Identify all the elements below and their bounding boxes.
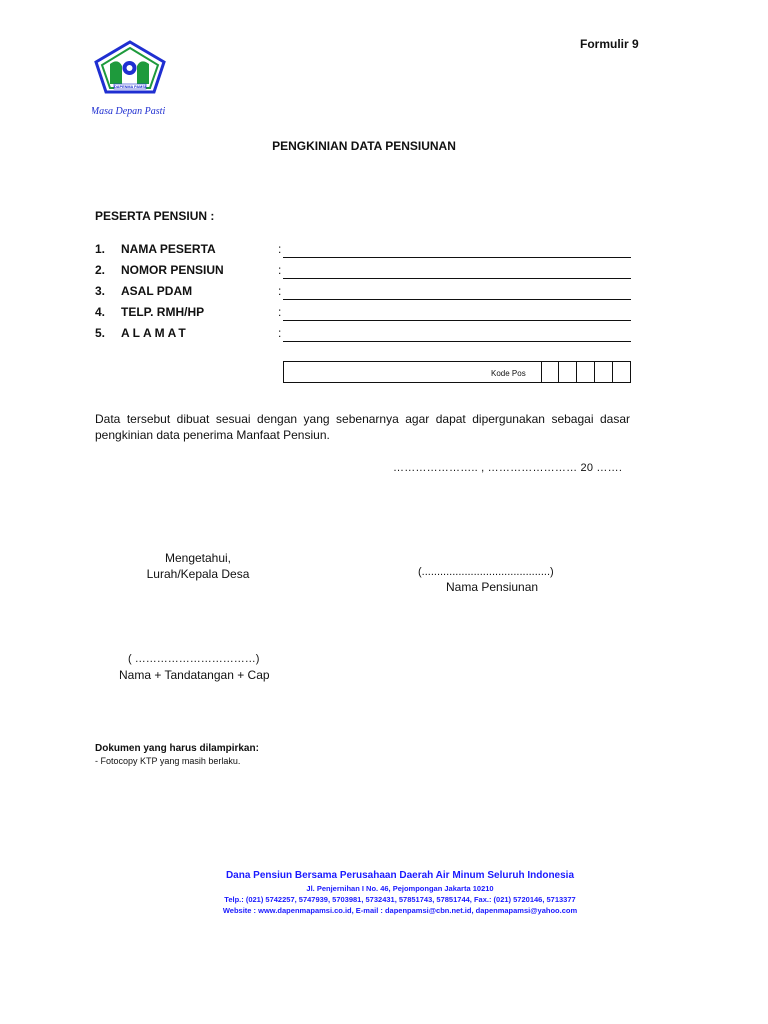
field-label-telp: TELP. RMH/HP <box>121 305 205 319</box>
kode-pos-label: Kode Pos <box>491 369 526 378</box>
field-number-2: 2. <box>95 263 106 277</box>
kode-pos-digit-cell[interactable] <box>576 361 593 383</box>
pensiunan-signature-placeholder[interactable]: (..........................................) <box>418 566 554 578</box>
footer-org-name: Dana Pensiun Bersama Perusahaan Daerah Air Minum Seluruh Indonesia <box>225 870 575 881</box>
field-line-alamat-1[interactable] <box>283 341 631 342</box>
field-number-5: 5. <box>95 326 106 340</box>
dapenma-pamsi-logo <box>92 40 172 118</box>
field-number-1: 1. <box>95 242 106 256</box>
nama-pensiunan-label: Nama Pensiunan <box>446 580 539 594</box>
footer-address: Jl. Penjernihan I No. 46, Pejompongan Jakarta 10210 <box>306 884 494 893</box>
footer-web: Website : www.dapenmapamsi.co.id, E-mail : dapenpamsi@cbn.net.id, dapenmapamsi@yahoo.com <box>222 906 578 915</box>
field-label-nomor-pensiun: NOMOR PENSIUN <box>121 263 224 277</box>
footer-phones: Telp.: (021) 5742257, 5747939, 5703981, 5732431, 57851743, 57851744, Fax.: (021) 5720146, 5713377 <box>224 895 576 904</box>
logo-tagline-text: Masa Depan Pasti <box>92 106 166 117</box>
peserta-heading: PESERTA PENSIUN : <box>95 209 215 223</box>
page-title: PENGKINIAN DATA PENSIUNAN <box>272 139 456 153</box>
logo-name-text: DAPENMA PAMSI <box>114 85 146 90</box>
lurah-label: Lurah/Kepala Desa <box>146 567 250 581</box>
field-line-asal-pdam[interactable] <box>283 299 631 300</box>
dokumen-heading: Dokumen yang harus dilampirkan: <box>95 743 259 754</box>
field-number-4: 4. <box>95 305 106 319</box>
kode-pos-digit-cell[interactable] <box>612 361 629 383</box>
field-colon: : <box>278 242 282 256</box>
field-line-nama-peserta[interactable] <box>283 257 631 258</box>
form-number: Formulir 9 <box>580 37 639 51</box>
kode-pos-digit-cell[interactable] <box>558 361 575 383</box>
field-line-telp[interactable] <box>283 320 631 321</box>
field-number-3: 3. <box>95 284 106 298</box>
mengetahui-block <box>120 550 276 582</box>
field-colon: : <box>278 326 282 340</box>
field-label-alamat: ALAMAT <box>121 326 189 340</box>
field-colon: : <box>278 284 282 298</box>
field-line-nomor-pensiun[interactable] <box>283 278 631 279</box>
field-colon: : <box>278 263 282 277</box>
mengetahui-label: Mengetahui, <box>164 551 232 565</box>
kode-pos-digit-cell[interactable] <box>541 361 558 383</box>
field-label-asal-pdam: ASAL PDAM <box>121 284 193 298</box>
statement-paragraph: Data tersebut dibuat sesuai dengan yang sebenarnya agar dapat dipergunakan sebagai dasar pengkinian data penerima Manfaat Pensiun. <box>95 412 630 442</box>
field-colon: : <box>278 305 282 319</box>
kode-pos-digit-cell[interactable] <box>594 361 611 383</box>
lurah-signature-placeholder[interactable]: ( ……………………………) <box>128 653 260 665</box>
place-date-line[interactable]: ………………….. , …………………… 20 ……. <box>393 462 623 474</box>
dokumen-item: - Fotocopy KTP yang masih berlaku. <box>95 756 241 766</box>
field-label-nama-peserta: NAMA PESERTA <box>121 242 216 256</box>
nama-tandatangan-cap-label: Nama + Tandatangan + Cap <box>119 668 270 682</box>
